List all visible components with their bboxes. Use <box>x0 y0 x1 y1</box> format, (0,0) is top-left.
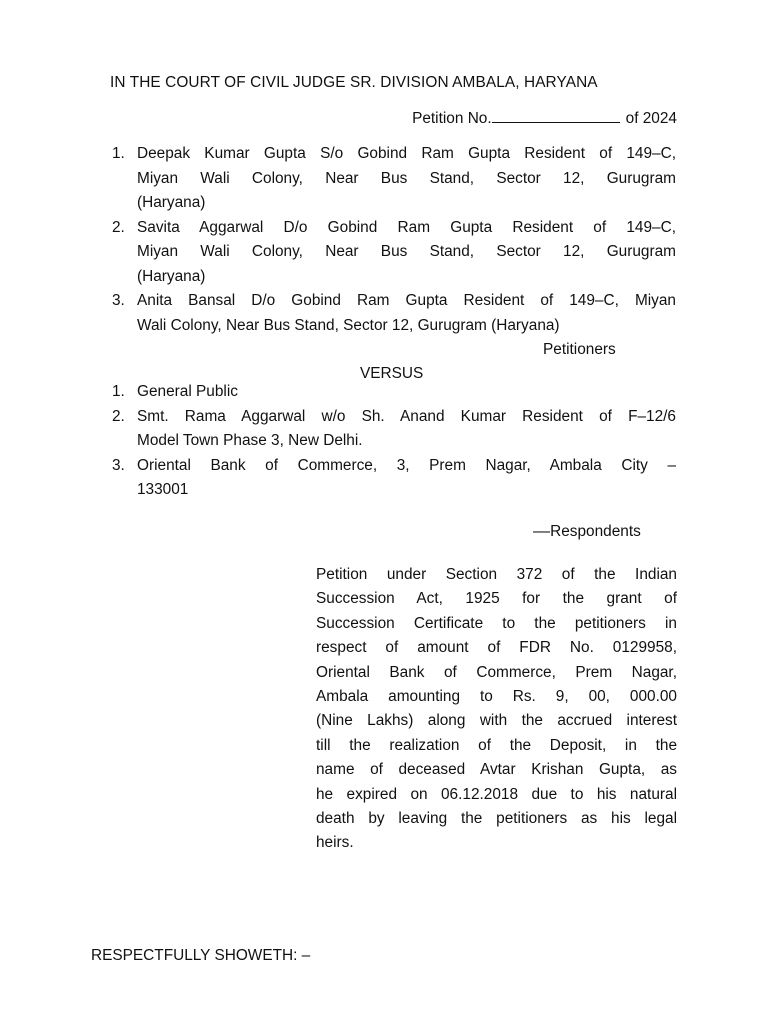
prayer-line: name of deceased Avtar Krishan Gupta, as <box>316 761 677 779</box>
prayer-line: till the realization of the Deposit, in the <box>316 736 677 754</box>
prayer-line: Succession Certificate to the petitioners in <box>316 614 677 632</box>
petitioner-number: 1. <box>112 145 125 162</box>
petitioner-line: (Haryana) <box>137 194 206 211</box>
petitioner-line: Miyan Wali Colony, Near Bus Stand, Sector 12, Gurugram <box>137 169 676 187</box>
petitioner-item <box>108 216 676 290</box>
prayer-line: death by leaving the petitioners as his legal <box>316 810 677 828</box>
respectfully-showeth-heading: RESPECTFULLY SHOWETH: – <box>91 947 311 964</box>
respondent-item <box>108 405 676 454</box>
prayer-line: Succession Act, 1925 for the grant of <box>316 590 677 608</box>
respondent-item <box>108 380 676 405</box>
petition-year: of 2024 <box>625 110 677 127</box>
prayer-paragraph <box>316 563 677 856</box>
prayer-line: (Nine Lakhs) along with the accrued interest <box>316 712 677 730</box>
respondents-label: ––Respondents <box>533 523 641 540</box>
respondent-line: Smt. Rama Aggarwal w/o Sh. Anand Kumar Resident of F–12/6 <box>137 407 676 425</box>
prayer-line: respect of amount of FDR No. 0129958, <box>316 639 677 657</box>
petitioners-label: Petitioners <box>543 341 616 358</box>
petitioners-list <box>108 142 676 338</box>
petition-number-label: Petition No. <box>412 110 492 127</box>
prayer-line: Petition under Section 372 of the Indian <box>316 566 677 583</box>
respondent-number: 2. <box>112 407 125 425</box>
respondent-line: General Public <box>137 383 238 400</box>
petition-number-blank <box>492 108 620 123</box>
petitioner-line: Savita Aggarwal D/o Gobind Ram Gupta Resident of 149–C, <box>137 218 676 236</box>
petitioner-number: 3. <box>112 292 125 309</box>
petition-number-line <box>412 107 677 132</box>
respondent-line: Model Town Phase 3, New Delhi. <box>137 432 363 449</box>
versus-label: VERSUS <box>360 365 424 382</box>
petitioner-line: Miyan Wali Colony, Near Bus Stand, Sector 12, Gurugram <box>137 243 676 260</box>
respondent-line: Oriental Bank of Commerce, 3, Prem Nagar, Ambala City – <box>137 456 676 474</box>
petitioner-number: 2. <box>112 218 125 236</box>
prayer-line: he expired on 06.12.2018 due to his natural <box>316 785 677 803</box>
prayer-line: Oriental Bank of Commerce, Prem Nagar, <box>316 663 677 681</box>
petitioner-line: Anita Bansal D/o Gobind Ram Gupta Resident of 149–C, Miyan <box>137 292 676 309</box>
respondent-item <box>108 454 676 503</box>
respondent-number: 3. <box>112 456 125 474</box>
petitioner-item <box>108 142 676 216</box>
petitioner-line: (Haryana) <box>137 267 206 285</box>
petitioner-line: Deepak Kumar Gupta S/o Gobind Ram Gupta Resident of 149–C, <box>137 145 676 162</box>
court-title: IN THE COURT OF CIVIL JUDGE SR. DIVISION AMBALA, HARYANA <box>110 74 598 91</box>
respondent-number: 1. <box>112 383 125 400</box>
petitioner-line: Wali Colony, Near Bus Stand, Sector 12, Gurugram (Haryana) <box>137 316 560 334</box>
petitioner-item <box>108 289 676 338</box>
prayer-line: heirs. <box>316 834 354 852</box>
respondents-list <box>108 380 676 503</box>
respondent-line: 133001 <box>137 481 189 498</box>
prayer-line: Ambala amounting to Rs. 9, 00, 000.00 <box>316 688 677 706</box>
